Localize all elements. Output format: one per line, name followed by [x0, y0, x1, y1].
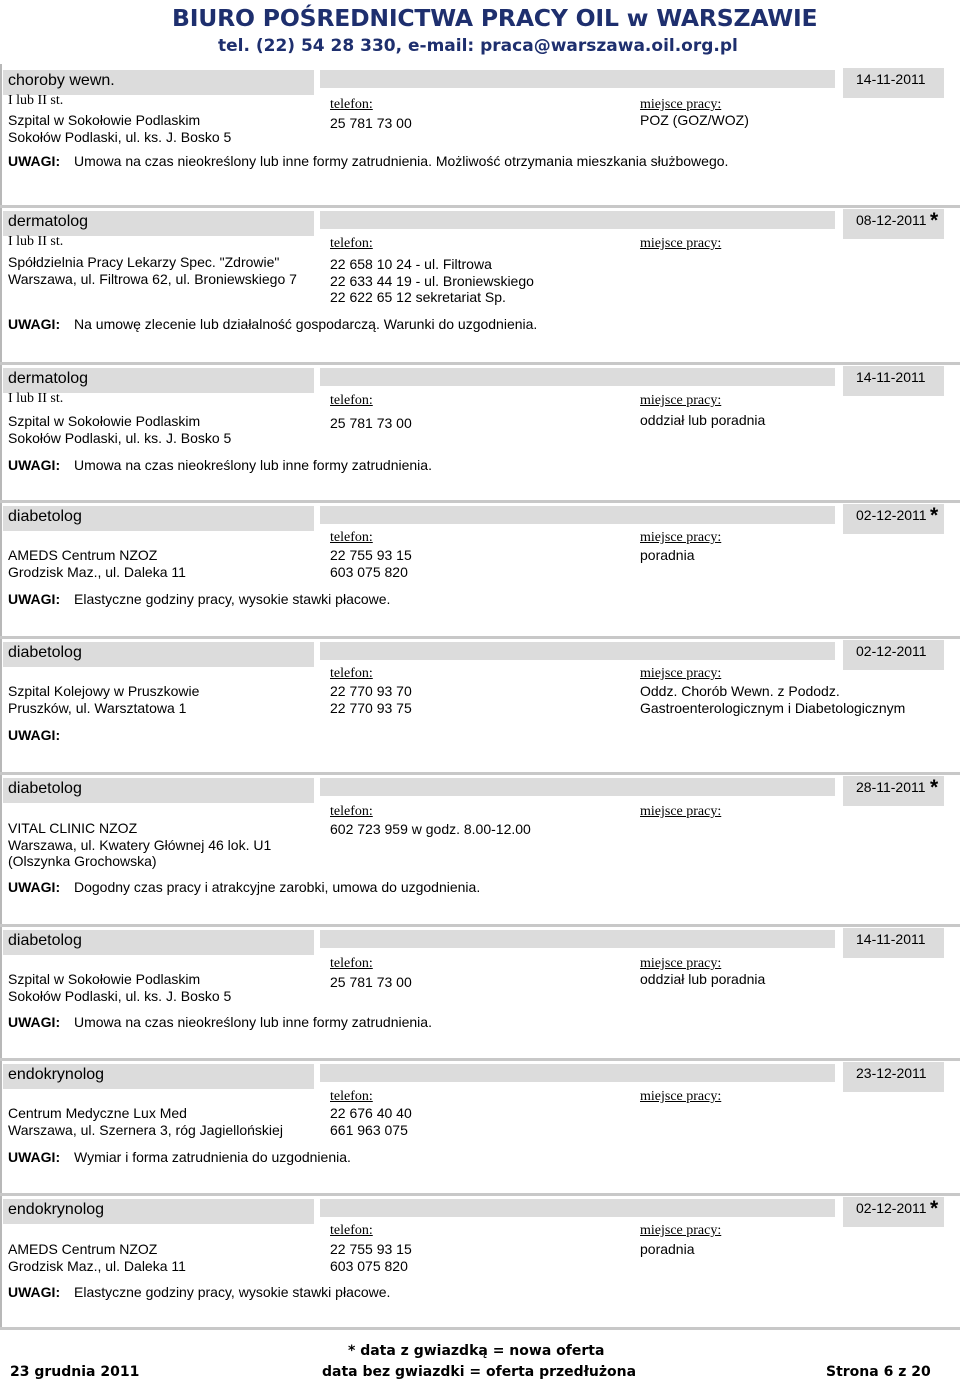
phone-number: 25 781 73 00	[330, 974, 412, 990]
title-fill-bar	[320, 70, 835, 88]
uwagi-text: Umowa na czas nieokreślony lub inne formy zatrudnienia.	[74, 1014, 432, 1030]
new-offer-star: *	[930, 1197, 939, 1220]
specialization-level: I lub II st.	[8, 391, 64, 406]
footer-legend-extended: data bez gwiazdki = oferta przedłużona	[322, 1364, 637, 1380]
specialization-level: I lub II st.	[8, 93, 64, 108]
specialty-title: endokrynolog	[8, 1201, 105, 1218]
employer-line: Grodzisk Maz., ul. Daleka 11	[8, 563, 186, 580]
telefon-label: telefon:	[330, 1223, 373, 1238]
title-fill-bar	[320, 368, 835, 386]
phone-number: 661 963 075	[330, 1121, 408, 1138]
workplace: poradnia	[640, 547, 695, 563]
miejsce-pracy-label: miejsce pracy:	[640, 97, 722, 112]
uwagi-text: Elastyczne godziny pracy, wysokie stawki płacowe.	[74, 591, 391, 607]
miejsce-pracy-label: miejsce pracy:	[640, 1089, 722, 1104]
offer-divider	[0, 636, 960, 639]
title-fill-bar	[320, 642, 835, 660]
offer-divider	[0, 362, 960, 365]
miejsce-pracy-label: miejsce pracy:	[640, 530, 722, 545]
page-title: BIURO POŚREDNICTWA PRACY OIL w WARSZAWIE	[172, 4, 818, 32]
title-fill-bar	[320, 1064, 835, 1082]
employer-line: Sokołów Podlaski, ul. ks. J. Bosko 5	[8, 429, 232, 446]
workplace: poradnia	[640, 1241, 695, 1257]
employer-line: VITAL CLINIC NZOZ	[8, 820, 138, 836]
offer-date: 14-11-2011	[856, 931, 926, 947]
telefon-label: telefon:	[330, 804, 373, 819]
phone-number: 22 622 65 12 sekretariat Sp.	[330, 289, 506, 305]
specialty-title: choroby wewn.	[8, 72, 115, 89]
offer-date: 08-12-2011	[856, 212, 927, 228]
header-contact: tel. (22) 54 28 330, e-mail: praca@warszawa.oil.org.pl	[218, 36, 738, 56]
telefon-label: telefon:	[330, 530, 373, 545]
uwagi-label: UWAGI:	[8, 591, 61, 607]
job-offer	[0, 64, 960, 204]
employer-line: Sokołów Podlaski, ul. ks. J. Bosko 5	[8, 987, 232, 1004]
telefon-label: telefon:	[330, 666, 373, 681]
telefon-label: telefon:	[330, 956, 373, 971]
offer-divider	[0, 772, 960, 775]
uwagi-label: UWAGI:	[8, 1014, 61, 1030]
phone-number: 22 676 40 40	[330, 1105, 412, 1121]
phone-number: 603 075 820	[330, 563, 408, 580]
offer-date: 14-11-2011	[856, 71, 926, 87]
job-offer	[0, 772, 960, 912]
phone-number: 22 770 93 70	[330, 683, 412, 699]
uwagi-label: UWAGI:	[8, 316, 61, 332]
phone-number: 603 075 820	[330, 1257, 408, 1274]
new-offer-star: *	[930, 776, 939, 799]
telefon-label: telefon:	[330, 236, 373, 251]
miejsce-pracy-label: miejsce pracy:	[640, 393, 722, 408]
miejsce-pracy-label: miejsce pracy:	[640, 804, 722, 819]
telefon-label: telefon:	[330, 1089, 373, 1104]
uwagi-text: Na umowę zlecenie lub działalność gospodarczą. Warunki do uzgodnienia.	[74, 316, 538, 332]
offer-divider	[0, 1058, 960, 1061]
uwagi-label: UWAGI:	[8, 457, 61, 473]
miejsce-pracy-label: miejsce pracy:	[640, 236, 722, 251]
specialty-title: diabetolog	[8, 932, 82, 949]
specialty-title: endokrynolog	[8, 1066, 105, 1083]
specialty-title: diabetolog	[8, 644, 82, 661]
employer-line: Sokołów Podlaski, ul. ks. J. Bosko 5	[8, 128, 232, 145]
offer-divider	[0, 500, 960, 503]
workplace: oddział lub poradnia	[640, 971, 766, 987]
uwagi-text: Wymiar i forma zatrudnienia do uzgodnienia.	[74, 1149, 351, 1165]
phone-number: 22 755 93 15	[330, 547, 412, 563]
phone-number: 602 723 959 w godz. 8.00-12.00	[330, 821, 531, 837]
specialization-level: I lub II st.	[8, 234, 64, 249]
new-offer-star: *	[930, 504, 939, 527]
offer-date: 02-12-2011	[856, 643, 927, 659]
new-offer-star: *	[930, 209, 939, 232]
uwagi-text: Elastyczne godziny pracy, wysokie stawki płacowe.	[74, 1284, 391, 1300]
uwagi-label: UWAGI:	[8, 1284, 61, 1300]
offer-date: 02-12-2011	[856, 1200, 927, 1216]
phone-number: 22 770 93 75	[330, 699, 412, 716]
uwagi-label: UWAGI:	[8, 727, 61, 743]
offer-divider	[0, 924, 960, 927]
employer-line: AMEDS Centrum NZOZ	[8, 1241, 158, 1257]
employer-line: AMEDS Centrum NZOZ	[8, 547, 158, 563]
job-offer	[0, 205, 960, 345]
phone-number: 22 633 44 19 - ul. Broniewskiego	[330, 272, 534, 289]
employer-line: Szpital w Sokołowie Podlaskim	[8, 971, 201, 987]
phone-number: 25 781 73 00	[330, 415, 412, 431]
phone-number: 22 658 10 24 - ul. Filtrowa	[330, 256, 492, 272]
miejsce-pracy-label: miejsce pracy:	[640, 956, 722, 971]
specialty-title: diabetolog	[8, 508, 82, 525]
footer-divider	[0, 1327, 960, 1330]
miejsce-pracy-label: miejsce pracy:	[640, 666, 722, 681]
specialty-title: dermatolog	[8, 213, 89, 230]
telefon-label: telefon:	[330, 97, 373, 112]
job-offer	[0, 500, 960, 640]
employer-line: (Olszynka Grochowska)	[8, 853, 157, 869]
job-offer	[0, 362, 960, 502]
miejsce-pracy-label: miejsce pracy:	[640, 1223, 722, 1238]
page-number: Strona 6 z 20	[826, 1364, 931, 1380]
offer-date: 23-12-2011	[856, 1065, 927, 1081]
offer-divider	[0, 1193, 960, 1196]
footer-date: 23 grudnia 2011	[10, 1364, 140, 1380]
phone-number: 25 781 73 00	[330, 115, 412, 131]
employer-line: Spółdzielnia Pracy Lekarzy Spec. "Zdrowie"	[8, 254, 280, 270]
offer-date: 14-11-2011	[856, 369, 926, 385]
uwagi-label: UWAGI:	[8, 153, 61, 169]
employer-line: Warszawa, ul. Kwatery Głównej 46 lok. U1	[8, 836, 272, 853]
workplace: Oddz. Chorób Wewn. z Pododz.	[640, 683, 840, 699]
employer-line: Szpital Kolejowy w Pruszkowie	[8, 683, 200, 699]
job-offer	[0, 636, 960, 776]
uwagi-text: Umowa na czas nieokreślony lub inne formy zatrudnienia.	[74, 457, 432, 473]
job-offer	[0, 1193, 960, 1333]
offer-date: 02-12-2011	[856, 507, 927, 523]
title-fill-bar	[320, 1199, 835, 1217]
employer-line: Warszawa, ul. Filtrowa 62, ul. Broniewskiego 7	[8, 270, 297, 287]
job-offer	[0, 1058, 960, 1198]
employer-line: Pruszków, ul. Warsztatowa 1	[8, 699, 187, 716]
specialty-title: dermatolog	[8, 370, 89, 387]
workplace: oddział lub poradnia	[640, 412, 766, 428]
uwagi-text: Dogodny czas pracy i atrakcyjne zarobki, umowa do uzgodnienia.	[74, 879, 481, 895]
title-fill-bar	[320, 211, 835, 229]
workplace: POZ (GOZ/WOZ)	[640, 112, 749, 128]
uwagi-text: Umowa na czas nieokreślony lub inne formy zatrudnienia. Możliwość otrzymania mieszkania służbowego.	[74, 153, 729, 169]
uwagi-label: UWAGI:	[8, 879, 61, 895]
workplace: Gastroenterologicznym i Diabetologicznym	[640, 699, 906, 716]
employer-line: Szpital w Sokołowie Podlaskim	[8, 112, 201, 128]
offer-divider	[0, 205, 960, 208]
employer-line: Centrum Medyczne Lux Med	[8, 1105, 187, 1121]
telefon-label: telefon:	[330, 393, 373, 408]
footer-legend-new: * data z gwiazdką = nowa oferta	[348, 1343, 605, 1359]
title-fill-bar	[320, 930, 835, 948]
uwagi-label: UWAGI:	[8, 1149, 61, 1165]
offer-date: 28-11-2011	[856, 779, 926, 795]
employer-line: Grodzisk Maz., ul. Daleka 11	[8, 1257, 186, 1274]
title-fill-bar	[320, 506, 835, 524]
employer-line: Warszawa, ul. Szernera 3, róg Jagiellońskiej	[8, 1121, 283, 1138]
title-fill-bar	[320, 778, 835, 796]
employer-line: Szpital w Sokołowie Podlaskim	[8, 413, 201, 429]
job-offer	[0, 924, 960, 1064]
specialty-title: diabetolog	[8, 780, 82, 797]
phone-number: 22 755 93 15	[330, 1241, 412, 1257]
